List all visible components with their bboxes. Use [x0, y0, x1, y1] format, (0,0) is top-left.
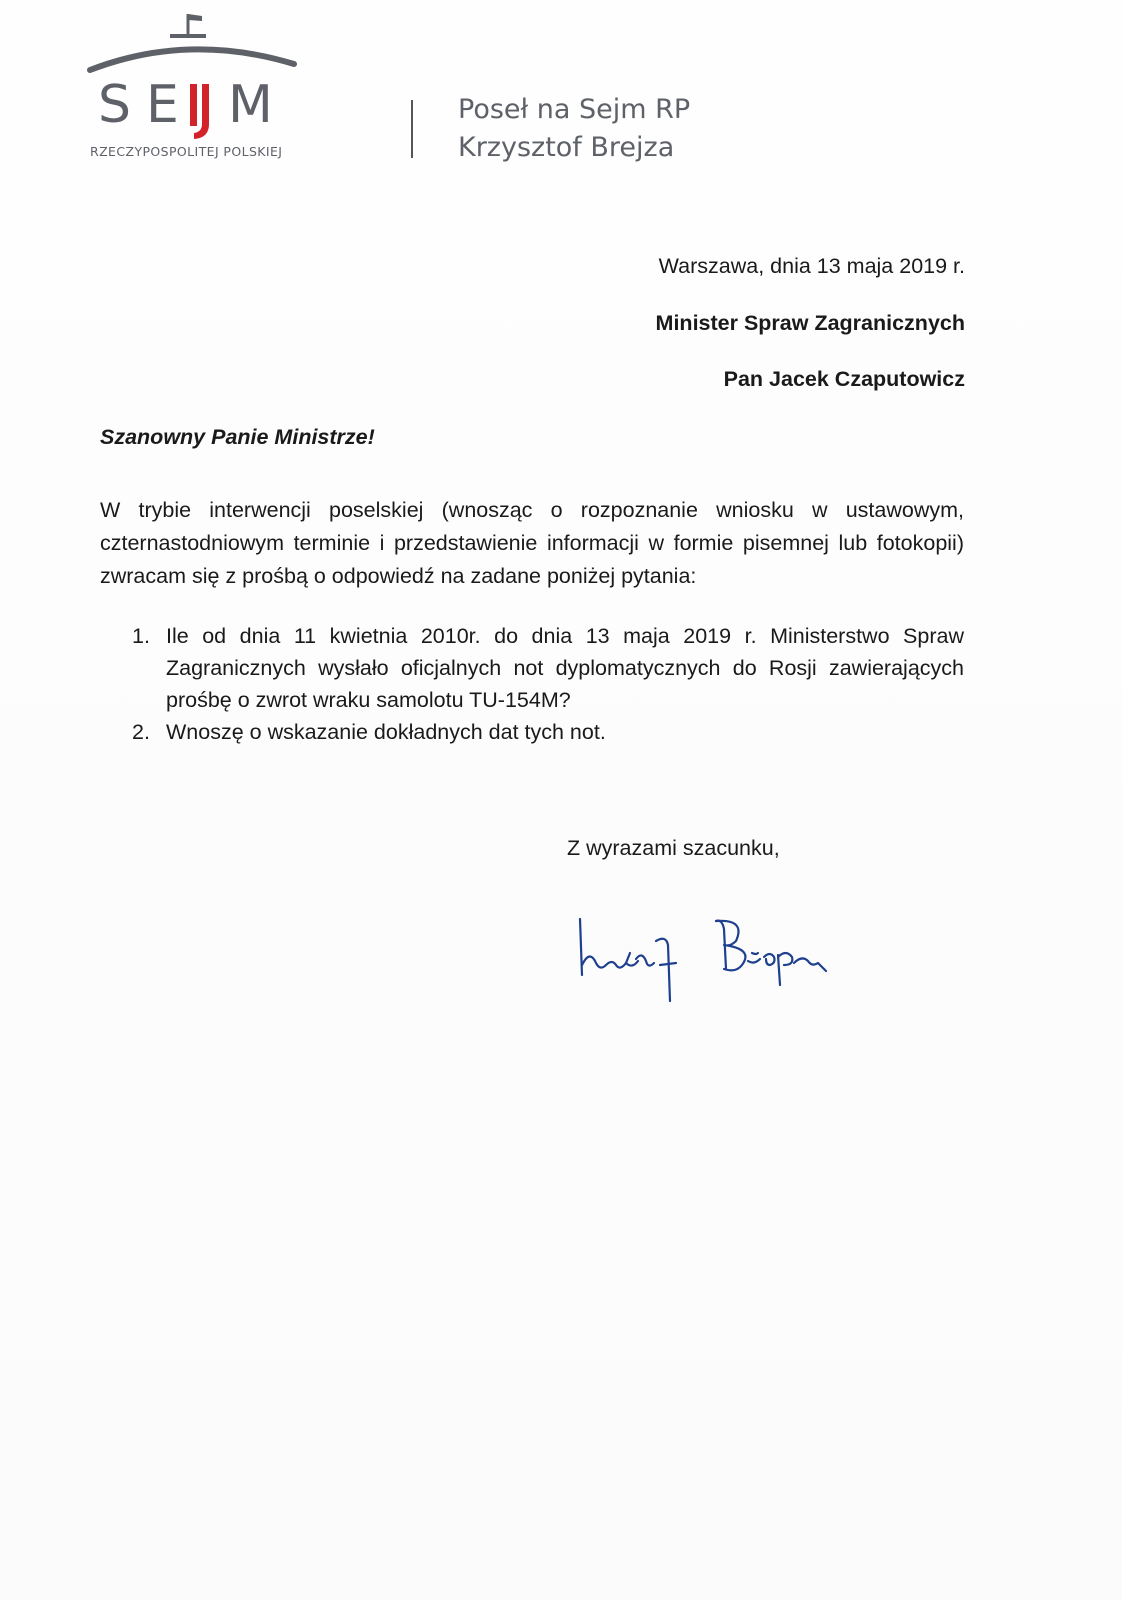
logo-red-bar-icon [188, 84, 218, 140]
body-paragraph: W trybie interwencji poselskiej (wnosząc o rozpoznanie wniosku w ustawowym, czternastodniowym terminie i przedstawienie informacji w formie pisemnej lub fotokopii) zwracam się z prośbą o odpowiedź na zadane poniżej pytania: [100, 498, 964, 588]
question-list [100, 620, 964, 748]
list-item-number: 1. [132, 624, 150, 648]
list-item-text: Wnoszę o wskazanie dokładnych dat tych not. [166, 720, 606, 744]
letter-date: Warszawa, dnia 13 maja 2019 r. [658, 254, 965, 278]
list-item-number: 2. [132, 720, 150, 744]
recipient-office: Minister Spraw Zagranicznych [655, 311, 965, 335]
logo-letter-s: S [98, 75, 132, 135]
recipient-name: Pan Jacek Czaputowicz [723, 367, 965, 391]
letterhead-divider [411, 100, 413, 158]
list-item [100, 620, 964, 716]
salutation: Szanowny Panie Ministrze! [100, 425, 375, 449]
letterhead-name: Krzysztof Brejza [458, 132, 675, 163]
closing: Z wyrazami szacunku, [567, 836, 780, 860]
logo-letter-e: E [146, 75, 179, 135]
sejm-logo [84, 4, 304, 164]
logo-letter-m: M [228, 75, 273, 135]
list-item [100, 716, 964, 748]
letterhead-title: Poseł na Sejm RP [458, 94, 691, 125]
logo-subtitle: RZECZYPOSPOLITEJ POLSKIEJ [90, 144, 283, 159]
logo-wordmark [84, 74, 304, 136]
signature [570, 905, 840, 1005]
list-item-text: Ile od dnia 11 kwietnia 2010r. do dnia 13 maja 2019 r. Ministerstwo Spraw Zagranicznych wysłało oficjalnych not dyplomatycznych do Rosji zawierających prośbę o zwrot wraku samolotu TU-154M? [166, 624, 964, 712]
parliament-dome-icon [84, 4, 304, 84]
